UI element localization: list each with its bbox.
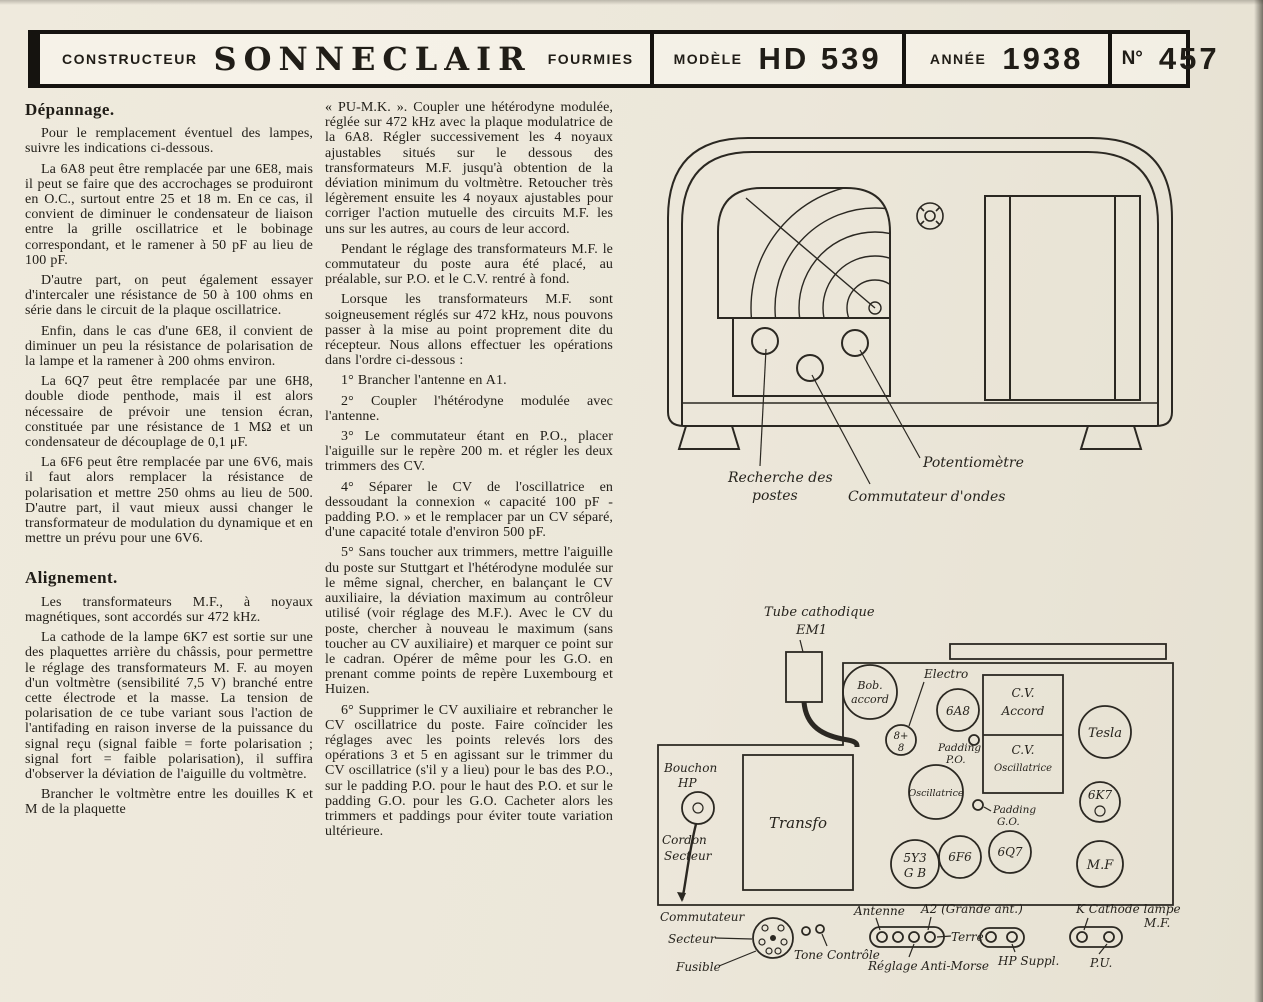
label-transfo: Transfo [768, 814, 828, 832]
paragraph: Pendant le réglage des transformateurs M.F. le commutateur du poste aura été placé, au préalable, sur P.O. et le C.V. rentré à fond. [325, 241, 613, 288]
label-tone-controle: Tone Contrôle [794, 948, 880, 962]
number-label: N° [1121, 48, 1143, 69]
knob-panel [733, 318, 890, 396]
label-5y3-2: G B [903, 866, 927, 880]
label-8: 8 [897, 743, 905, 754]
label-bouchon-hp-2: HP [678, 776, 697, 790]
tuning-dial [718, 184, 999, 432]
cabinet-labels [727, 455, 1024, 505]
label-mf: M.F [1086, 858, 1114, 873]
section-heading-depannage: Dépannage. [25, 100, 115, 119]
label-padding-go: Padding [993, 804, 1037, 816]
em1-tube-holder [786, 652, 822, 702]
paragraph: 3° Le commutateur étant en P.O., placer l'aiguille sur le repère 200 m. et régler les deux trimmers des CV. [325, 429, 613, 475]
cabinet-outline [668, 138, 1172, 449]
antenna-terminal-strip [870, 927, 944, 947]
label-padding-go-2: G.O. [997, 816, 1020, 828]
knob-commutateur [797, 355, 823, 381]
cabinet-foot-left [679, 426, 739, 449]
paragraph: La 6A8 peut être remplacée par une 6E8, mais il peut se faire que des accrochages se produiront en O.C., surtout entre 25 et 18 m. En ce cas, il convient de diminuer le condensateur de liaison entre la grille oscillatrice et le bobinage correspondant, et le ramener à 50 pF au lieu de 100 pF. [25, 161, 313, 268]
chassis-diagram [618, 590, 1262, 1002]
paragraph: 2° Coupler l'hétérodyne modulée avec l'antenne. [325, 393, 613, 424]
label-potentiometre: Potentiomètre [923, 455, 1024, 471]
label-8plus: 8+ [893, 731, 909, 742]
dial-assembly-bar [950, 644, 1166, 659]
model-cell [650, 34, 902, 84]
magic-eye-icon [917, 203, 943, 229]
cabinet-leader-lines [760, 349, 920, 484]
label-cv-oscillatrice: C.V. [1011, 743, 1035, 757]
label-fusible: Fusible [676, 960, 721, 974]
label-antenne: Antenne [854, 904, 905, 918]
label-k-cathode: K Cathode lampe [1076, 902, 1181, 916]
label-oscillatrice: Oscillatrice [908, 788, 964, 799]
paragraph: Brancher le voltmètre entre les douilles K et M de la plaquette [25, 787, 313, 818]
paragraph: 1° Brancher l'antenne en A1. [341, 373, 507, 389]
constructeur-label: CONSTRUCTEUR [62, 51, 198, 67]
year-label: ANNÉE [929, 51, 987, 67]
paragraph: 4° Séparer le CV de l'oscillatrice en dessoudant la connexion « capacité 100 pF - padding P.O. » et le remplacer par un CV séparé, d'une capacité totale d'environ 500 pF. [325, 479, 613, 541]
paragraph: Lorsque les transformateurs M.F. sont soigneusement réglés sur 472 kHz, nous pouvons passer à la mise au point proprement dite du récepteur. Nous allons effectuer les opérations dans l'ordre ci-dessous : [325, 292, 613, 369]
paragraph: La cathode de la lampe 6K7 est sortie sur une des plaquettes arrière du châssis, pour permettre le réglage des transformateurs M. F. au moyen d'un voltmètre (sensibilité 7,5 V) branché entre cette électrode et la masse. La tension de polarisation de ce tube variant sous l'action de l'antifading en raison inverse de la puissance du signal reçu (signal faible = forte polarisation ; signal fort = faible polarisation), il suffira d'observer la déviation de l'aiguille du voltmètre. [25, 630, 313, 782]
label-cv-accord-2: Accord [1001, 704, 1045, 718]
number-cell [1108, 34, 1230, 84]
tone-controle-lug [802, 927, 810, 935]
label-commutateur-ondes: Commutateur d'ondes [848, 489, 1006, 505]
label-cordon: Cordon [662, 833, 707, 847]
masthead [28, 30, 1220, 88]
label-bob-accord: Bob. [857, 679, 883, 692]
label-bob-accord-2: accord [851, 693, 889, 706]
cabinet-diagram [620, 100, 1250, 520]
year-value: 1938 [1002, 41, 1084, 76]
label-a2-grande-ant: A2 (Grande ant.) [921, 902, 1023, 916]
bouchon-hp-socket [682, 792, 714, 824]
label-em1: EM1 [796, 623, 828, 638]
label-hp-suppl: HP Suppl. [998, 954, 1060, 968]
label-cordon-2: Secteur [664, 849, 712, 863]
paragraph: La 6Q7 peut être remplacée par une 6H8, double diode penthode, mais il est alors nécessaire de prévoir une tension écran, constituée par une résistance de 1 MΩ et un condensateur de découplage de 0,1 μF. [25, 374, 313, 451]
bob-accord-coil [843, 665, 897, 719]
model-value: HD 539 [758, 41, 882, 76]
label-reglage-anti-morse: Réglage Anti-Morse [868, 959, 990, 973]
label-commutateur-secteur-2: Secteur [668, 932, 716, 946]
knob-recherche [752, 328, 778, 354]
label-6q7: 6Q7 [997, 845, 1023, 859]
paragraph: La 6F6 peut être remplacée par une 6V6, mais il faut alors remplacer la résistance de polarisation et mettre 250 ohms au lieu de 500. D'autre part, il vaut mieux aussi changer le transformateur de modulation du dynamique et en mettre un prévu pour une 6V6. [25, 455, 313, 547]
label-recherche-postes: Recherche des [728, 470, 833, 486]
speaker-grille [985, 196, 1140, 400]
paragraph: 5° Sans toucher aux trimmers, mettre l'aiguille du poste sur Stuttgart et l'hétérodyne modulée sur le même signal, chercher, en balançant le CV auxiliaire, la déviation maximum au contrôleur utilisé (voir réglage des M.F.). Avec le CV du poste, chercher à nouveau le maximum (sans toucher au CV auxiliaire) et marquer ce point sur le cadran. Opérer de même pour les G.O. en prenant comme points de repère Luxembourg et Huizen. [325, 545, 613, 698]
paragraph: 6° Supprimer le CV auxiliaire et rebrancher le CV oscillatrice du poste. Faire coïncider les réglages avec les points relevés lors des opérations 3 et 5 en agissant sur le trimmer du CV oscillatrice (s'il y a lieu) pour le bas des P.O., sur le padding P.O. pour le haut des P.O. et sur le padding G.O. pour les G.O. Cacheter alors les trimmers et paddings pour éviter toute variation ultérieure. [325, 702, 613, 840]
label-tesla: Tesla [1088, 726, 1122, 741]
knob-potentiometre [842, 330, 868, 356]
section-heading-alignement: Alignement. [25, 568, 118, 588]
cabinet-foot-right [1081, 426, 1141, 449]
paragraph: Enfin, dans le cas d'une 6E8, il convient de diminuer un peu la résistance de polarisation de la lampe et la ramener à 200 ohms environ. [25, 323, 313, 370]
dial-needle [746, 198, 875, 308]
number-value: 457 [1158, 41, 1220, 76]
brand-name: SONNECLAIR [213, 40, 532, 78]
label-6f6: 6F6 [948, 850, 972, 864]
label-padding-po: Padding [938, 742, 982, 754]
label-electro: Electro [924, 667, 969, 681]
label-padding-po-2: P.O. [946, 754, 966, 766]
label-cv-oscillatrice-2: Oscillatrice [993, 763, 1053, 774]
tone-controle-lug [816, 925, 824, 933]
label-pu: P.U. [1090, 956, 1113, 970]
paragraph: Les transformateurs M.F., à noyaux magnétiques, sont accordés sur 472 kHz. [25, 594, 313, 625]
city-label: FOURMIES [547, 51, 634, 67]
column-depannage [25, 100, 313, 823]
label-6a8: 6A8 [946, 704, 970, 718]
label-k-cathode-mf: M.F. [1144, 916, 1171, 930]
label-tube-cathodique: Tube cathodique [764, 605, 875, 620]
chassis-labels [660, 605, 1181, 974]
paragraph: « PU-M.K. ». Coupler une hétérodyne modulée, réglée sur 472 kHz avec la plaque modulatrice de la 6A8. Régler successivement les 4 noyaux ajustables situés sur le dessous des transformateurs M.F. jusqu'à obtention de la déviation minimum du voltmètre. Retoucher très légèrement ensuite les 4 noyaux ajustables pour corriger l'action mutuelle des circuits M.F. les uns sur les autres, au cours de leur accord. [325, 100, 613, 237]
model-label: MODÈLE [673, 51, 743, 67]
label-5y3: 5Y3 [903, 851, 927, 865]
paragraph: D'autre part, on peut également essayer d'intercaler une résistance de 50 à 100 ohms en série dans le circuit de la plaque oscillatrice. [25, 273, 313, 319]
label-recherche-postes-2: postes [752, 488, 798, 504]
brand-cell [40, 34, 650, 84]
column-alignement-suite [325, 100, 613, 844]
label-cv-accord: C.V. [1011, 686, 1035, 700]
label-bouchon-hp: Bouchon [664, 761, 718, 775]
scan-edge-top [0, 0, 1263, 5]
label-terre: Terre [951, 930, 984, 944]
label-commutateur-secteur: Commutateur [660, 910, 745, 924]
paragraph: Pour le remplacement éventuel des lampes, suivre les indications ci-dessous. [25, 126, 313, 157]
label-6k7: 6K7 [1087, 788, 1113, 802]
year-cell [902, 34, 1108, 84]
padding-go-trimmer [973, 800, 983, 810]
